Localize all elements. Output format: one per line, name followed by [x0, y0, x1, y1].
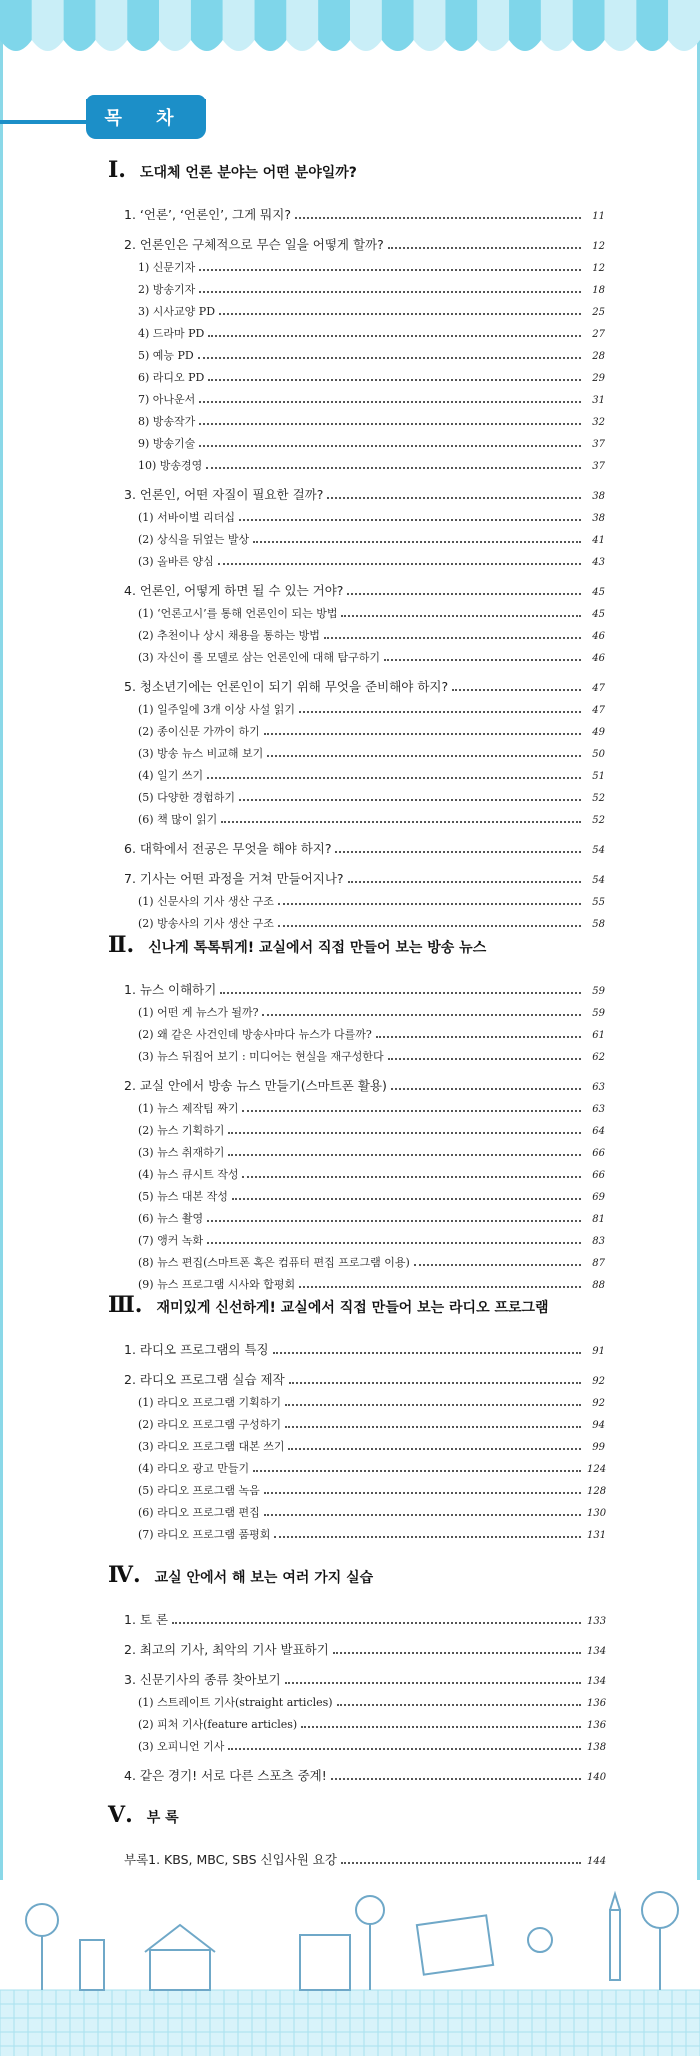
toc-entry-page: 47: [592, 683, 605, 694]
awning-stripe: [605, 0, 637, 51]
toc-entry-page: 54: [592, 875, 605, 886]
dot-leader: [391, 1088, 581, 1090]
toc-entry[interactable]: [138, 1416, 605, 1436]
dot-leader: [299, 1286, 581, 1288]
toc-entry-label: 4. 같은 경기! 서로 다른 스포츠 중계!: [124, 1768, 327, 1783]
awning-stripe: [636, 0, 668, 51]
dot-leader: [264, 1492, 581, 1494]
toc-entry-label: (4) 뉴스 큐시트 작성: [138, 1168, 239, 1181]
toc-entry-page: 91: [592, 1346, 605, 1357]
toc-entry[interactable]: [138, 1048, 605, 1068]
section-number: Ⅰ.: [108, 157, 126, 183]
toc-entry-page: 69: [592, 1192, 605, 1203]
toc-entry[interactable]: [138, 1232, 605, 1252]
toc-entry-page: 134: [587, 1646, 607, 1657]
toc-entry[interactable]: [138, 1738, 605, 1758]
dot-leader: [285, 1682, 581, 1684]
toc-entry[interactable]: [138, 1482, 605, 1502]
toc-entry-label: 1. 토 론: [124, 1612, 169, 1627]
toc-entry[interactable]: [138, 767, 605, 787]
section-number: Ⅲ.: [108, 1292, 143, 1318]
dot-leader: [348, 881, 581, 883]
toc-entry-label: 2. 최고의 기사, 최악의 기사 발표하기: [124, 1642, 329, 1657]
title-underline: [0, 120, 90, 124]
dot-leader: [285, 1404, 581, 1406]
toc-entry[interactable]: [138, 435, 605, 455]
toc-entry-page: 63: [592, 1082, 605, 1093]
toc-entry[interactable]: [138, 369, 605, 389]
dot-leader: [274, 1536, 581, 1538]
toc-entry-page: 41: [592, 535, 605, 546]
toc-entry-label: 8) 방송작가: [138, 415, 196, 428]
toc-entry[interactable]: [138, 1004, 605, 1024]
dot-leader: [232, 1198, 581, 1200]
toc-entry-label: 3. 언론인, 어떤 자질이 필요한 걸까?: [124, 487, 324, 502]
toc-entry[interactable]: [138, 457, 605, 477]
toc-entry-label: (3) 뉴스 취재하기: [138, 1146, 225, 1159]
toc-entry-page: 87: [592, 1258, 605, 1269]
toc-entry-page: 124: [587, 1464, 607, 1475]
dot-leader: [199, 269, 581, 271]
toc-entry[interactable]: [138, 1460, 605, 1480]
toc-entry[interactable]: [124, 677, 605, 697]
dot-leader: [199, 445, 581, 447]
toc-entry[interactable]: [124, 1076, 605, 1096]
toc-entry[interactable]: [138, 347, 605, 367]
awning-stripe: [64, 0, 96, 51]
toc-entry-label: (2) 왜 같은 사건인데 방송사마다 뉴스가 다를까?: [138, 1028, 372, 1041]
toc-entry-label: (7) 앵커 녹화: [138, 1234, 204, 1247]
toc-entry-label: 6) 라디오 PD: [138, 371, 205, 384]
awning-stripe: [286, 0, 318, 51]
toc-entry[interactable]: [124, 1610, 605, 1630]
dot-leader: [288, 1448, 581, 1450]
dot-leader: [207, 777, 581, 779]
awning-stripe: [32, 0, 64, 51]
toc-entry-label: (1) 어떤 게 뉴스가 될까?: [138, 1006, 259, 1019]
toc-entry[interactable]: [138, 1254, 605, 1274]
toc-entry[interactable]: [138, 1100, 605, 1120]
toc-entry-page: 128: [587, 1486, 607, 1497]
dot-leader: [253, 1470, 581, 1472]
toc-entry-label: (2) 상식을 뒤엎는 발상: [138, 533, 250, 546]
toc-entry[interactable]: [124, 839, 605, 859]
dot-leader: [208, 335, 581, 337]
dot-leader: [299, 711, 581, 713]
dot-leader: [239, 519, 581, 521]
toc-entry-label: (3) 올바른 양심: [138, 555, 214, 568]
toc-entry-label: (1) 라디오 프로그램 기획하기: [138, 1396, 281, 1409]
toc-entry-page: 144: [587, 1856, 607, 1867]
toc-entry[interactable]: [138, 531, 605, 551]
toc-entry[interactable]: [138, 1504, 605, 1524]
toc-entry[interactable]: [138, 811, 605, 831]
dot-leader: [253, 541, 581, 543]
section-title: 도대체 언론 분야는 어떤 분야일까?: [139, 165, 357, 181]
awning-stripe: [509, 0, 541, 51]
awning-stripe: [159, 0, 191, 51]
toc-entry[interactable]: [138, 1144, 605, 1164]
toc-entry-label: (1) 뉴스 제작팀 짜기: [138, 1102, 239, 1115]
toc-entry-label: (1) 일주일에 3개 이상 사설 읽기: [138, 703, 295, 716]
toc-entry[interactable]: [138, 1438, 605, 1458]
section-title: 신나게 톡톡튀게! 교실에서 직접 만들어 보는 방송 뉴스: [148, 940, 487, 956]
toc-entry-page: 49: [592, 727, 605, 738]
toc-entry-label: 2. 교실 안에서 방송 뉴스 만들기(스마트폰 활용): [124, 1078, 387, 1093]
toc-entry-page: 28: [592, 351, 605, 362]
toc-entry[interactable]: [138, 649, 605, 669]
toc-entry-label: (2) 종이신문 가까이 하기: [138, 725, 260, 738]
dot-leader: [327, 497, 581, 499]
toc-entry-page: 47: [592, 705, 605, 716]
toc-entry-label: (3) 자신이 롤 모델로 삼는 언론인에 대해 탐구하기: [138, 651, 380, 664]
toc-entry-page: 59: [592, 986, 605, 997]
toc-entry[interactable]: [138, 627, 605, 647]
awning-stripe: [0, 0, 32, 51]
dot-leader: [301, 1726, 581, 1728]
toc-entry[interactable]: [124, 980, 605, 1000]
dot-leader: [228, 1154, 581, 1156]
toc-entry-page: 32: [592, 417, 605, 428]
dot-leader: [199, 291, 581, 293]
toc-entry-label: 10) 방송경영: [138, 459, 203, 472]
toc-entry-label: 7. 기사는 어떤 과정을 거쳐 만들어지나?: [124, 871, 344, 886]
awning-stripe: [477, 0, 509, 51]
section-title: 교실 안에서 해 보는 여러 가지 실습: [154, 1570, 374, 1586]
toc-entry-label: (1) ‘언론고시’를 통해 언론인이 되는 방법: [138, 607, 338, 620]
toc-entry-label: (7) 라디오 프로그램 품평회: [138, 1528, 271, 1541]
toc-entry-label: 1. 라디오 프로그램의 특징: [124, 1342, 269, 1357]
toc-entry[interactable]: [138, 281, 605, 301]
toc-entry-label: 4. 언론인, 어떻게 하면 될 수 있는 거야?: [124, 583, 344, 598]
toc-entry-page: 66: [592, 1148, 605, 1159]
toc-entry-page: 43: [592, 557, 605, 568]
toc-entry-label: (5) 뉴스 대본 작성: [138, 1190, 228, 1203]
dot-leader: [198, 357, 581, 359]
section-title: 재미있게 신선하게! 교실에서 직접 만들어 보는 라디오 프로그램: [156, 1300, 549, 1316]
toc-entry-page: 133: [587, 1616, 607, 1627]
toc-entry-page: 27: [592, 329, 605, 340]
dot-leader: [289, 1382, 581, 1384]
toc-entry-label: (6) 책 많이 읽기: [138, 813, 218, 826]
toc-entry-label: (6) 라디오 프로그램 편집: [138, 1506, 260, 1519]
toc-entry-page: 136: [587, 1698, 607, 1709]
section-heading: [108, 1562, 373, 1588]
toc-entry[interactable]: [138, 1166, 605, 1186]
dot-leader: [242, 1176, 581, 1178]
toc-entry-label: (8) 뉴스 편집(스마트폰 혹은 컴퓨터 편집 프로그램 이용): [138, 1256, 410, 1269]
toc-entry-page: 62: [592, 1052, 605, 1063]
toc-entry-page: 99: [592, 1442, 605, 1453]
dot-leader: [267, 755, 581, 757]
dot-leader: [285, 1426, 581, 1428]
toc-entry[interactable]: [138, 1188, 605, 1208]
toc-entry-page: 92: [592, 1398, 605, 1409]
dot-leader: [172, 1622, 581, 1624]
toc-entry-label: (3) 뉴스 뒤집어 보기 : 미디어는 현실을 재구성한다: [138, 1050, 384, 1063]
awning-stripe: [318, 0, 350, 51]
toc-entry-page: 61: [592, 1030, 605, 1041]
toc-entry[interactable]: [124, 1670, 605, 1690]
section-heading: [108, 1292, 549, 1318]
toc-entry-label: 3. 신문기사의 종류 찾아보기: [124, 1672, 281, 1687]
toc-entry-label: (3) 방송 뉴스 비교해 보기: [138, 747, 264, 760]
toc-entry[interactable]: [138, 745, 605, 765]
awning-stripe: [668, 0, 700, 51]
dot-leader: [199, 423, 581, 425]
toc-entry-page: 45: [592, 609, 605, 620]
toc-entry-page: 54: [592, 845, 605, 856]
dot-leader: [388, 1058, 581, 1060]
awning-stripe: [573, 0, 605, 51]
toc-entry-page: 134: [587, 1676, 607, 1687]
awning-stripe: [541, 0, 573, 51]
section-title: 부 록: [146, 1810, 179, 1826]
toc-entry-page: 37: [592, 439, 605, 450]
dot-leader: [376, 1036, 581, 1038]
toc-entry-page: 46: [592, 653, 605, 664]
toc-entry[interactable]: [138, 1716, 605, 1736]
dot-leader: [335, 851, 581, 853]
toc-entry-page: 83: [592, 1236, 605, 1247]
dot-leader: [264, 1514, 581, 1516]
toc-entry-page: 38: [592, 491, 605, 502]
toc-entry-label: (5) 다양한 경험하기: [138, 791, 235, 804]
dot-leader: [324, 637, 581, 639]
toc-entry-page: 18: [592, 285, 605, 296]
toc-entry[interactable]: [138, 1694, 605, 1714]
toc-entry-page: 140: [587, 1772, 607, 1783]
dot-leader: [278, 925, 581, 927]
toc-entry[interactable]: [138, 1210, 605, 1230]
dot-leader: [331, 1778, 581, 1780]
toc-entry-label: (4) 일기 쓰기: [138, 769, 204, 782]
toc-entry[interactable]: [124, 1766, 605, 1786]
toc-entry-page: 63: [592, 1104, 605, 1115]
section-heading: [108, 932, 486, 958]
dot-leader: [388, 247, 581, 249]
toc-entry-page: 11: [592, 211, 605, 222]
section-heading: [108, 1802, 179, 1828]
toc-entry[interactable]: [138, 1122, 605, 1142]
toc-entry-label: (2) 뉴스 기획하기: [138, 1124, 225, 1137]
toc-entry-page: 25: [592, 307, 605, 318]
toc-entry[interactable]: [124, 1640, 605, 1660]
toc-entry-label: (1) 서바이벌 리더십: [138, 511, 235, 524]
toc-entry-label: 2. 언론인은 구체적으로 무슨 일을 어떻게 할까?: [124, 237, 384, 252]
toc-entry[interactable]: [138, 893, 605, 913]
dot-leader: [239, 799, 581, 801]
dot-leader: [347, 593, 581, 595]
toc-entry-page: 58: [592, 919, 605, 930]
dot-leader: [341, 615, 581, 617]
dot-leader: [264, 733, 581, 735]
dot-leader: [414, 1264, 581, 1266]
toc-entry-label: 1. 뉴스 이해하기: [124, 982, 217, 997]
toc-entry[interactable]: [138, 259, 605, 279]
toc-entry[interactable]: [124, 205, 605, 225]
toc-entry[interactable]: [138, 1026, 605, 1046]
awning-stripe: [95, 0, 127, 51]
toc-entry-label: 부록1. KBS, MBC, SBS 신입사원 요강: [124, 1852, 337, 1867]
toc-entry-page: 131: [587, 1530, 607, 1541]
awning-decoration: [0, 0, 700, 60]
dot-leader: [278, 903, 581, 905]
toc-entry[interactable]: [138, 509, 605, 529]
toc-entry-page: 29: [592, 373, 605, 384]
awning-stripe: [445, 0, 477, 51]
toc-entry-page: 64: [592, 1126, 605, 1137]
toc-entry-page: 38: [592, 513, 605, 524]
dot-leader: [333, 1652, 581, 1654]
toc-entry-label: (5) 라디오 프로그램 녹음: [138, 1484, 260, 1497]
toc-entry[interactable]: [138, 325, 605, 345]
toc-entry-label: (2) 라디오 프로그램 구성하기: [138, 1418, 281, 1431]
toc-entry-page: 138: [587, 1742, 607, 1753]
toc-entry-label: (3) 라디오 프로그램 대본 쓰기: [138, 1440, 285, 1453]
toc-entry-page: 50: [592, 749, 605, 760]
toc-entry-label: (1) 신문사의 기사 생산 구조: [138, 895, 274, 908]
dot-leader: [262, 1014, 581, 1016]
toc-entry-page: 88: [592, 1280, 605, 1291]
dot-leader: [228, 1748, 581, 1750]
toc-entry[interactable]: [124, 1340, 605, 1360]
toc-entry-label: (2) 방송사의 기사 생산 구조: [138, 917, 274, 930]
toc-entry-label: 1) 신문기자: [138, 261, 196, 274]
toc-entry[interactable]: [138, 413, 605, 433]
toc-entry-label: 3) 시사교양 PD: [138, 305, 216, 318]
toc-entry-page: 31: [592, 395, 605, 406]
dot-leader: [219, 313, 581, 315]
dot-leader: [220, 992, 581, 994]
toc-entry-page: 52: [592, 793, 605, 804]
section-number: Ⅱ.: [108, 932, 135, 958]
awning-stripe: [127, 0, 159, 51]
toc-entry-page: 59: [592, 1008, 605, 1019]
dot-leader: [452, 689, 581, 691]
toc-entry[interactable]: [138, 723, 605, 743]
toc-entry-page: 130: [587, 1508, 607, 1519]
toc-entry-page: 12: [592, 263, 605, 274]
dot-leader: [199, 401, 581, 403]
toc-entry-label: 1. ‘언론’, ‘언론인’, 그게 뭐지?: [124, 207, 291, 222]
toc-entry-label: (9) 뉴스 프로그램 시사와 합평회: [138, 1278, 296, 1291]
toc-entry-label: (6) 뉴스 촬영: [138, 1212, 204, 1225]
toc-entry-label: 9) 방송기술: [138, 437, 196, 450]
dot-leader: [295, 217, 581, 219]
toc-entry-label: (3) 오피니언 기사: [138, 1740, 225, 1753]
toc-entry-page: 81: [592, 1214, 605, 1225]
dot-leader: [273, 1352, 581, 1354]
toc-entry-label: 5) 예능 PD: [138, 349, 194, 362]
section-number: Ⅴ.: [108, 1802, 133, 1828]
toc-entry-page: 92: [592, 1376, 605, 1387]
toc-entry[interactable]: [124, 235, 605, 255]
left-border: [0, 0, 3, 2056]
awning-stripe: [255, 0, 287, 51]
dot-leader: [221, 821, 581, 823]
toc-entry[interactable]: [138, 605, 605, 625]
dot-leader: [228, 1132, 581, 1134]
dot-leader: [337, 1704, 581, 1706]
awning-stripe: [223, 0, 255, 51]
toc-entry-label: (2) 추천이나 상시 채용을 통하는 방법: [138, 629, 320, 642]
dot-leader: [207, 1242, 581, 1244]
dot-leader: [218, 563, 581, 565]
toc-entry[interactable]: [138, 391, 605, 411]
toc-entry-label: 2) 방송기자: [138, 283, 196, 296]
toc-entry-label: (4) 라디오 광고 만들기: [138, 1462, 250, 1475]
toc-entry[interactable]: [124, 869, 605, 889]
page-title: 목 차: [86, 99, 206, 139]
toc-entry[interactable]: [124, 581, 605, 601]
toc-entry-page: 52: [592, 815, 605, 826]
toc-entry[interactable]: [124, 1370, 605, 1390]
awning-stripe: [414, 0, 446, 51]
toc-entry-label: 7) 아나운서: [138, 393, 196, 406]
toc-entry[interactable]: [138, 1526, 605, 1546]
toc-entry-page: 94: [592, 1420, 605, 1431]
toc-entry[interactable]: [138, 789, 605, 809]
toc-entry-page: 66: [592, 1170, 605, 1181]
toc-entry-label: (2) 피처 기사(feature articles): [138, 1718, 298, 1731]
dot-leader: [208, 379, 581, 381]
section-number: Ⅳ.: [108, 1562, 141, 1588]
dot-leader: [384, 659, 581, 661]
toc-entry-page: 12: [592, 241, 605, 252]
toc-entry-page: 51: [592, 771, 605, 782]
awning-stripe: [350, 0, 382, 51]
toc-entry-page: 46: [592, 631, 605, 642]
section-heading: [108, 157, 357, 183]
toc-entry-label: 2. 라디오 프로그램 실습 제작: [124, 1372, 285, 1387]
awning-stripe: [191, 0, 223, 51]
toc-entry-label: 6. 대학에서 전공은 무엇을 해야 하지?: [124, 841, 332, 856]
toc-entry[interactable]: [138, 303, 605, 323]
toc-entry[interactable]: [138, 553, 605, 573]
dot-leader: [242, 1110, 581, 1112]
toc-entry[interactable]: [124, 485, 605, 505]
doodle-town-illustration: [0, 1880, 700, 2056]
toc-entry[interactable]: [138, 1394, 605, 1414]
toc-entry-page: 55: [592, 897, 605, 908]
toc-entry-label: (1) 스트레이트 기사(straight articles): [138, 1696, 333, 1709]
toc-entry[interactable]: [138, 701, 605, 721]
toc-entry-page: 37: [592, 461, 605, 472]
dot-leader: [341, 1862, 581, 1864]
toc-entry[interactable]: [124, 1850, 605, 1870]
toc-entry-page: 136: [587, 1720, 607, 1731]
dot-leader: [207, 1220, 581, 1222]
toc-entry-page: 45: [592, 587, 605, 598]
awning-stripe: [382, 0, 414, 51]
toc-entry-label: 4) 드라마 PD: [138, 327, 205, 340]
dot-leader: [206, 467, 581, 469]
toc-entry-label: 5. 청소년기에는 언론인이 되기 위해 무엇을 준비해야 하지?: [124, 679, 449, 694]
